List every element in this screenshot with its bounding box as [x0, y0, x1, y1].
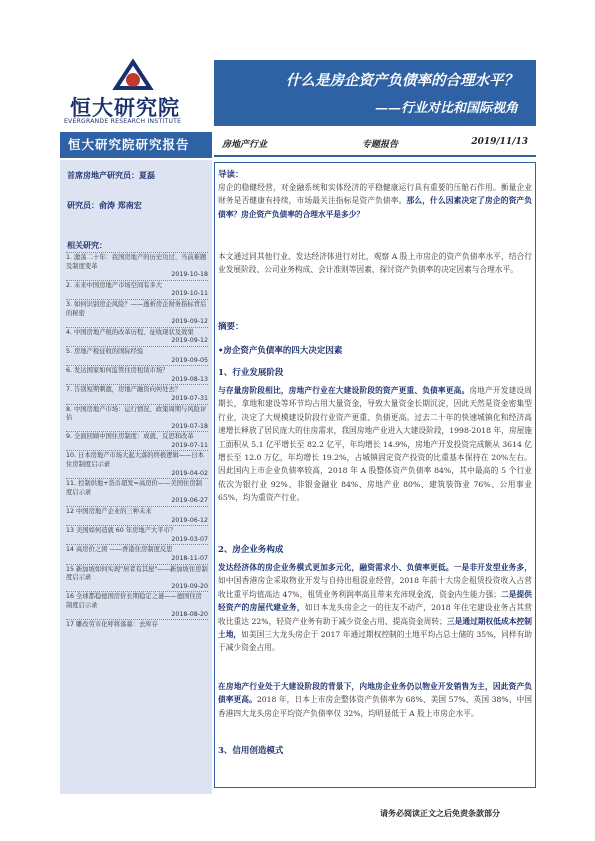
section-3-heading: 3、信用创造模式 [218, 746, 284, 756]
related-report-item[interactable] [66, 506, 208, 525]
related-report-date: 2019-09-20 [171, 582, 208, 590]
related-list [66, 252, 208, 630]
related-report-date: 2019-06-12 [171, 516, 208, 524]
report-type: 专题报告 [362, 140, 399, 150]
related-report-item[interactable] [66, 404, 208, 432]
related-report-item[interactable] [66, 299, 208, 327]
related-title: 相关研究： [67, 240, 107, 250]
bullet-heading: •房企资产负债率的四大决定因素 [218, 346, 343, 356]
report-date: 2019/11/13 [471, 137, 528, 147]
related-report-date: 2019-09-12 [171, 337, 208, 345]
related-report-title: 5. 房地产税征收的国际经验 [66, 347, 144, 355]
related-report-date: 2019-07-18 [171, 422, 208, 430]
related-report-title: 10. 日本房地产市场大起大落的终极逻辑——日本住房制度启示录 [66, 452, 204, 469]
institute-banner: 恒大研究院研究报告 [60, 132, 212, 158]
title-banner [214, 60, 536, 126]
related-report-date: 2019-09-05 [171, 356, 208, 364]
related-report-date: 2019-07-11 [171, 441, 208, 449]
report-title: 什么是房企资产负债率的合理水平？ [286, 72, 518, 89]
abstract-label: 摘要： [218, 322, 244, 332]
related-report-title: 4. 中国房地产税的改革历程、征收现状及效果 [66, 328, 194, 336]
related-report-item[interactable] [66, 346, 208, 365]
related-report-item[interactable] [66, 619, 208, 630]
meta-row [214, 132, 536, 154]
related-report-title: 6. 发达国家如何监管住房租赁市场？ [66, 367, 169, 375]
related-report-item[interactable] [66, 327, 208, 346]
related-report-date: 2019-10-11 [171, 290, 208, 298]
related-report-item[interactable] [66, 478, 208, 506]
related-report-title: 9. 全面回顾中国住房制度：成就、反思和改革 [66, 433, 194, 441]
meta-divider [214, 155, 536, 157]
researchers: 研究员：俞涛 郑南宏 [67, 200, 142, 210]
related-report-title: 2. 未来中国房地产市场空间有多大 [66, 281, 163, 289]
related-report-date: 2018-11-07 [171, 555, 208, 562]
chief-researcher: 首席房地产研究员：夏磊 [67, 170, 155, 180]
sidebar [60, 160, 212, 794]
related-report-date: 2019-10-18 [171, 271, 208, 279]
related-report-item[interactable] [66, 564, 208, 592]
logo-text: 恒大研究院 [70, 96, 180, 120]
related-report-item[interactable] [66, 450, 208, 478]
related-report-title: 11. 控制供地+货币超发=高房价——美国住房制度启示录 [66, 480, 202, 496]
related-report-title: 8. 中国房地产市场：运行情况、政策周期与风险评估 [66, 405, 207, 422]
related-report-date: 2019-08-13 [171, 375, 208, 383]
related-report-title: 14 高房价之困 ——香港住房制度反思 [66, 546, 173, 554]
related-report-item[interactable] [66, 431, 208, 450]
related-report-title: 1. 激荡二十年：我国房地产的历史功过、当前难题及制度变革 [66, 254, 207, 270]
section-1-heading: 1、行业发展阶段 [218, 368, 284, 378]
intro-paragraph-2: 本文通过同其他行业、发达经济体进行对比，观察 A 股上市房企的资产负债率水平，结合行业发展阶段、公司业务构成、会计准则等因素，探讨资产负债率的决定因素与合理水平。 [218, 252, 532, 275]
logo-subtitle: EVERGRANDE RESEARCH INSTITUTE [64, 118, 182, 125]
related-report-item[interactable] [66, 365, 208, 384]
logo [60, 58, 210, 128]
related-report-item[interactable] [66, 252, 208, 280]
section-1-paragraph: 与存量房阶段相比，房地产行业在大建设阶段的资产更重、负债率更高。房地产开发建设周期长，拿地和建设等环节均占用大量资金，导致大量资金长期沉淀，因此天然是资金密集型行业，决定了大规模建设阶段行业资产更重、负债更高。过去二十年的快速城镇化和经济高速增长释放了居民庞大的住房需求，我国房地产业进入大建设阶段，1998-2018 年，房屋施工面积从 5.1 亿平增长至 82.2 亿平，年均增长 14.9%，房地产开发投资完成额从 3614 亿增长至 12.0 万亿，年均增长 19.2%，占城镇固定资产投资的比重基本保持在 20%左右。因此国内上市企业负债率较高，2018 年 A 股整体资产负债率 84%，其中最高的 5 个行业依次为银行业 92%、非银金融业 84%、房地产业 80%、建筑装饰业 76%、公用事业 65%，均为重资产行业。 [218, 386, 532, 503]
intro-label: 导读： [218, 170, 244, 180]
related-report-item[interactable] [66, 384, 208, 403]
section-2-heading: 2、房企业务构成 [218, 545, 284, 555]
related-report-date: 2018-08-20 [171, 610, 208, 618]
related-report-item[interactable] [66, 591, 208, 619]
section-2-paragraph: 发达经济体的房企业务模式更加多元化，融资需求小、负债率更低。一是非开发型业务多，如中国香港房企采取物业开发与自持出租混业经营，2018 年前十大房企租赁投资收入占营收比重平均值高达 47%，租赁业务利润率高且带来充沛现金流，资金内生能力强；二是提供轻资产的房屋代建业务，如日本龙头房企之一的住友不动产，2018 年住宅建设业务占其营收比重达 22%，轻资产业务有助于减少资金占用、提高资金周转；三是通过期权低成本控制土地，如美国三大龙头房企于 2017 年通过期权控制的土地平均占总土储的 35%，同样有助于减少资金占用。 [218, 563, 532, 653]
related-report-date: 2019-06-27 [171, 497, 208, 505]
related-report-title: 17 雕改劳市化呼将落幕：去库存 [66, 621, 158, 629]
related-report-date: 2019-07-31 [171, 394, 208, 402]
related-report-item[interactable] [66, 525, 208, 544]
related-report-item[interactable] [66, 280, 208, 299]
related-report-title: 12 中国房地产企业的三种未来 [66, 508, 152, 516]
disclaimer-footer: 请务必阅读正文之后免责条款部分 [380, 808, 500, 818]
related-report-title: 7. 告别短期刺激，房地产融资向何处去？ [66, 386, 182, 394]
related-report-date: 2019-04-02 [171, 469, 208, 477]
intro-paragraph: 房企的稳健经营，对金融系统和实体经济的平稳健康运行具有重要的压舱石作用。衡量企业财务是否健康有持续，市场最关注指标是资产负债率。那么，什么因素决定了房企的资产负债率？房企资产负债率的合理水平是多少？ [218, 183, 532, 219]
industry-label: 房地产行业 [222, 140, 268, 150]
related-report-date: 2019-03-07 [171, 535, 208, 543]
report-subtitle: ——行业对比和国际视角 [374, 101, 518, 116]
related-report-date: 2019-09-12 [171, 318, 208, 326]
section-2-paragraph-2: 在房地产行业处于大建设阶段的背景下，内地房企业务仍以物业开发销售为主，因此资产负债率更高。2018 年，日本上市房企整体资产负债率为 68%、美国 57%、英国 38%、中国香港四大龙头房企平均资产负债率仅 32%，均明显低于 A 股上市房企水平。 [218, 682, 532, 718]
related-report-title: 3. 如何识别房企风险？——透析房企财务指标背后的秘密 [66, 300, 207, 317]
evergrande-logo-icon [108, 58, 158, 96]
related-report-title: 15 新加坡如何实现"居者有其屋"——新加坡住房制度启示录 [66, 565, 208, 582]
related-report-title: 13 美国如何造就 60 年房地产大平市？ [66, 527, 177, 535]
related-report-item[interactable] [66, 544, 208, 563]
related-report-title: 16 全球都稳德国房价长期稳定之谜——德国住房制度启示录 [66, 593, 202, 609]
